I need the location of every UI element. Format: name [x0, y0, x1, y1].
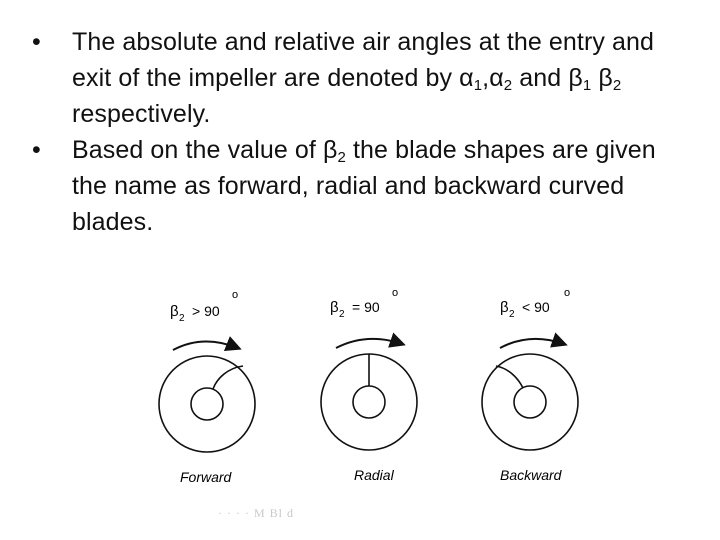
backward-curved-blade	[496, 366, 523, 388]
degree-sign: o	[232, 289, 239, 301]
blade-diagram	[120, 268, 600, 518]
bullet-blade-shapes	[32, 132, 692, 240]
beta-symbol: β	[330, 299, 339, 316]
bullet-text: The absolute and relative air angles at the entry and exit of the impeller are denoted by α	[72, 28, 655, 92]
bullet-text: and β	[512, 64, 583, 92]
degree-sign: o	[392, 287, 399, 299]
beta-subscript: 2	[339, 309, 345, 320]
subscript: 1	[582, 77, 592, 94]
degree-sign: o	[564, 287, 571, 299]
subscript: 2	[612, 77, 622, 94]
subscript: 1	[473, 77, 483, 94]
beta-symbol: β	[170, 303, 179, 320]
backward-label: Backward	[500, 467, 562, 483]
bullet-air-angles	[32, 24, 692, 132]
radial-label: Radial	[354, 467, 394, 483]
impeller-outer-circle	[159, 356, 255, 452]
forward-curved-blade	[213, 366, 243, 389]
bullet-text: β	[591, 64, 613, 92]
blade-shapes-figure	[120, 268, 600, 518]
impeller-outer-circle	[482, 354, 578, 450]
impeller-hub-circle	[353, 386, 385, 418]
beta-subscript: 2	[509, 309, 515, 320]
rotation-arrow	[500, 339, 564, 348]
rotation-arrow	[336, 339, 402, 348]
bullet-text: ,α	[482, 64, 504, 92]
rotation-arrow	[173, 341, 238, 350]
forward-panel	[159, 289, 255, 485]
angle-relation: > 90	[192, 303, 220, 319]
forward-label: Forward	[180, 469, 232, 485]
subscript: 2	[503, 77, 513, 94]
angle-relation: < 90	[522, 299, 550, 315]
subscript: 2	[337, 149, 346, 166]
beta-symbol: β	[500, 299, 509, 316]
bullet-text: the blade shapes are given the name as forward, radial and backward curved blades.	[72, 136, 656, 236]
beta-subscript: 2	[179, 313, 185, 324]
impeller-hub-circle	[514, 386, 546, 418]
bullet-marker: •	[32, 28, 41, 56]
impeller-hub-circle	[191, 388, 223, 420]
radial-panel	[321, 287, 417, 483]
bullet-list	[32, 24, 692, 240]
backward-panel	[482, 287, 578, 483]
bullet-text: respectively.	[72, 100, 211, 128]
faded-caption-remnant: · · · · M Bl d	[218, 506, 294, 520]
bullet-marker: •	[32, 136, 41, 164]
angle-relation: = 90	[352, 299, 380, 315]
bullet-text: Based on the value of β	[72, 136, 338, 164]
